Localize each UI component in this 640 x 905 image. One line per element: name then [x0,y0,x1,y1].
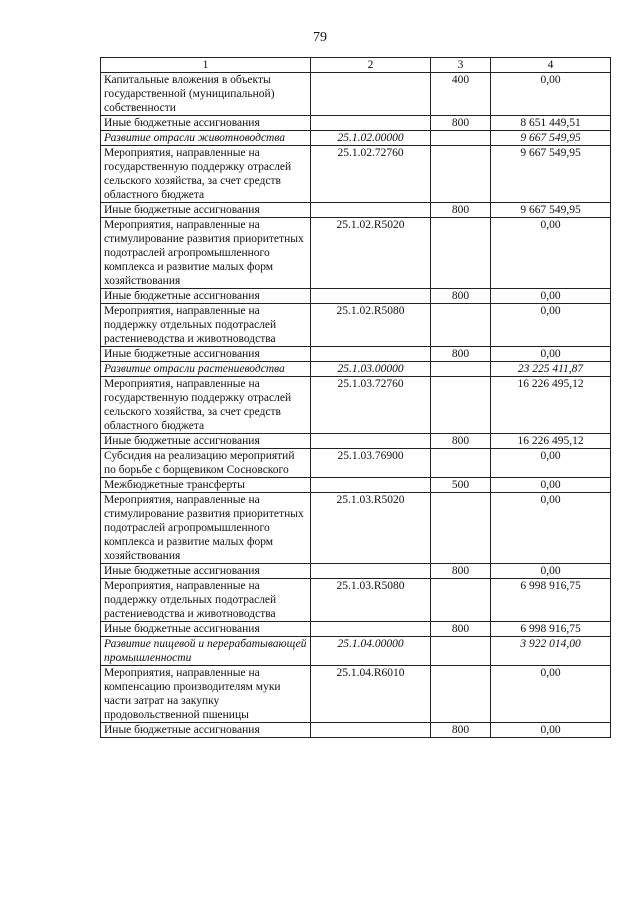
row-name-cell: Мероприятия, направленные на поддержку отдельных подотраслей растениеводства и животноводства [101,579,311,622]
row-expense-type-cell: 800 [431,289,491,304]
row-name-cell: Иные бюджетные ассигнования [101,203,311,218]
header-col-3: 3 [431,58,491,73]
row-amount-cell: 0,00 [491,723,611,738]
row-amount-cell: 0,00 [491,666,611,723]
row-name-cell: Иные бюджетные ассигнования [101,723,311,738]
row-code-cell: 25.1.02.R5080 [311,304,431,347]
row-name-cell: Межбюджетные трансферты [101,478,311,493]
row-amount-cell: 0,00 [491,73,611,116]
row-expense-type-cell: 800 [431,347,491,362]
row-expense-type-cell [431,146,491,203]
table-row [101,73,611,116]
row-code-cell [311,347,431,362]
row-expense-type-cell [431,637,491,666]
header-col-1: 1 [101,58,311,73]
table-row [101,493,611,564]
row-name-cell: Мероприятия, направленные на стимулирование развития приоритетных подотраслей агропромышленного комплекса и развитие малых форм хозяйствования [101,493,311,564]
row-amount-cell: 8 651 449,51 [491,116,611,131]
row-name-cell: Мероприятия, направленные на стимулирование развития приоритетных подотраслей агропромышленного комплекса и развитие малых форм хозяйствования [101,218,311,289]
table-row [101,289,611,304]
row-code-cell: 25.1.04.00000 [311,637,431,666]
row-amount-cell: 16 226 495,12 [491,434,611,449]
row-amount-cell: 0,00 [491,493,611,564]
table-row [101,449,611,478]
row-expense-type-cell [431,493,491,564]
row-amount-cell: 9 667 549,95 [491,203,611,218]
table-row [101,304,611,347]
row-code-cell: 25.1.02.00000 [311,131,431,146]
table-row [101,347,611,362]
row-code-cell [311,622,431,637]
row-name-cell: Иные бюджетные ассигнования [101,116,311,131]
row-name-cell: Развитие пищевой и перерабатывающей промышленности [101,637,311,666]
row-amount-cell: 9 667 549,95 [491,131,611,146]
table-row [101,637,611,666]
table-row [101,478,611,493]
row-expense-type-cell: 800 [431,203,491,218]
table-row [101,579,611,622]
row-amount-cell: 16 226 495,12 [491,377,611,434]
budget-table [100,57,611,738]
row-amount-cell: 6 998 916,75 [491,622,611,637]
row-code-cell [311,478,431,493]
header-col-2: 2 [311,58,431,73]
table-row [101,564,611,579]
page-number: 79 [313,30,327,45]
table-row [101,218,611,289]
table-row [101,362,611,377]
row-name-cell: Иные бюджетные ассигнования [101,289,311,304]
row-code-cell: 25.1.02.R5020 [311,218,431,289]
row-amount-cell: 0,00 [491,289,611,304]
row-amount-cell: 6 998 916,75 [491,579,611,622]
row-expense-type-cell: 800 [431,564,491,579]
row-name-cell: Мероприятия, направленные на компенсацию производителям муки части затрат на закупку продовольственной пшеницы [101,666,311,723]
row-expense-type-cell: 800 [431,434,491,449]
row-expense-type-cell [431,449,491,478]
row-expense-type-cell [431,377,491,434]
row-name-cell: Иные бюджетные ассигнования [101,434,311,449]
row-code-cell: 25.1.04.R6010 [311,666,431,723]
row-amount-cell: 0,00 [491,304,611,347]
row-code-cell [311,723,431,738]
header-col-4: 4 [491,58,611,73]
table-row [101,666,611,723]
row-expense-type-cell: 800 [431,723,491,738]
row-code-cell: 25.1.03.00000 [311,362,431,377]
row-expense-type-cell: 500 [431,478,491,493]
row-code-cell [311,289,431,304]
row-expense-type-cell [431,218,491,289]
row-name-cell: Развитие отрасли животноводства [101,131,311,146]
row-code-cell: 25.1.03.72760 [311,377,431,434]
table-row [101,377,611,434]
table-row [101,146,611,203]
row-code-cell: 25.1.03.76900 [311,449,431,478]
row-amount-cell: 9 667 549,95 [491,146,611,203]
row-expense-type-cell [431,666,491,723]
table-row [101,203,611,218]
row-amount-cell: 0,00 [491,218,611,289]
row-amount-cell: 0,00 [491,564,611,579]
row-code-cell: 25.1.03.R5020 [311,493,431,564]
row-expense-type-cell: 800 [431,622,491,637]
row-name-cell: Капитальные вложения в объекты государственной (муниципальной) собственности [101,73,311,116]
row-code-cell [311,116,431,131]
table-row [101,131,611,146]
row-expense-type-cell: 400 [431,73,491,116]
row-name-cell: Иные бюджетные ассигнования [101,622,311,637]
table-row [101,622,611,637]
row-code-cell [311,73,431,116]
row-code-cell [311,203,431,218]
row-expense-type-cell [431,131,491,146]
row-expense-type-cell [431,579,491,622]
row-expense-type-cell [431,362,491,377]
table-body [101,73,611,738]
row-code-cell [311,434,431,449]
row-code-cell: 25.1.03.R5080 [311,579,431,622]
row-name-cell: Иные бюджетные ассигнования [101,564,311,579]
table-row [101,116,611,131]
row-name-cell: Мероприятия, направленные на государственную поддержку отраслей сельского хозяйства, за счет средств областного бюджета [101,377,311,434]
row-name-cell: Развитие отрасли растениеводства [101,362,311,377]
row-name-cell: Мероприятия, направленные на поддержку отдельных подотраслей растениеводства и животноводства [101,304,311,347]
table-row [101,434,611,449]
row-expense-type-cell: 800 [431,116,491,131]
row-name-cell: Субсидия на реализацию мероприятий по борьбе с борщевиком Сосновского [101,449,311,478]
row-expense-type-cell [431,304,491,347]
row-name-cell: Мероприятия, направленные на государственную поддержку отраслей сельского хозяйства, за счет средств областного бюджета [101,146,311,203]
row-amount-cell: 3 922 014,00 [491,637,611,666]
row-name-cell: Иные бюджетные ассигнования [101,347,311,362]
row-amount-cell: 0,00 [491,449,611,478]
row-code-cell [311,564,431,579]
table-header-row [101,58,611,73]
row-amount-cell: 23 225 411,87 [491,362,611,377]
row-amount-cell: 0,00 [491,347,611,362]
row-code-cell: 25.1.02.72760 [311,146,431,203]
row-amount-cell: 0,00 [491,478,611,493]
table-row [101,723,611,738]
